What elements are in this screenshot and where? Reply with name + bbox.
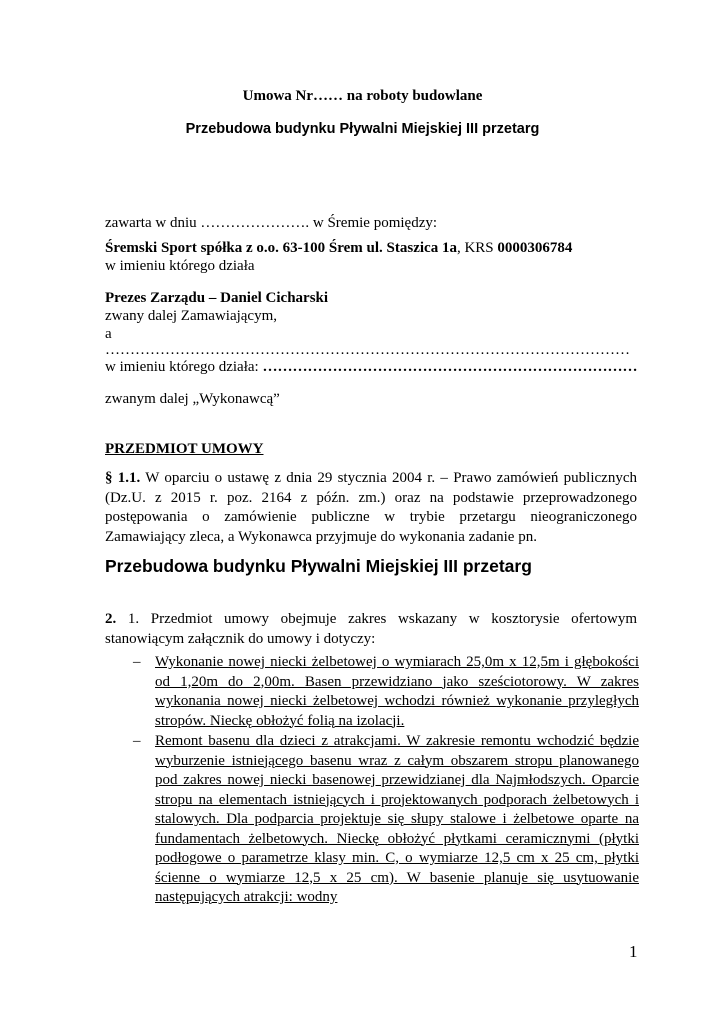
task-name: Przebudowa budynku Pływalni Miejskiej III przetarg <box>105 556 532 576</box>
company-line <box>105 239 572 257</box>
point-2-text: 1. Przedmiot umowy obejmuje zakres wskazany w kosztorysie ofertowym stanowiącym załącznik do umowy i dotyczy: <box>105 611 637 647</box>
paragraph-text: W oparciu o ustawę z dnia 29 stycznia 2004 r. – Prawo zamówień publicznych (Dz.U. z 2015 r. poz. 2164 z późn. zm.) oraz na podstawie przeprowadzonego postępowania o zamówienie publiczne w trybie przetargu nieograniczonego Zamawiający zleca, a Wykonawca przyjmuje do wykonania zadanie pn. <box>105 470 637 545</box>
point-2 <box>105 610 637 649</box>
acting-on-behalf-dots: ………………………………………………………………… <box>262 359 638 375</box>
contract-subtitle: Przebudowa budynku Pływalni Miejskiej III przetarg <box>185 121 540 137</box>
list-item: Remont basenu dla dzieci z atrakcjami. W zakresie remontu wchodzić będzie wyburzenie istniejącego basenu wraz z całym obszarem stropu planowanego pod zakres nowej niecki basenowej przewidzianej dla Najmłodszych. Oparcie stropu na elementach istniejących i projektowanych podporach żelbetowych i stalowych. Dla podparcia projektuje się słupy stalowe i żelbetowe oparte na fundamentach żelbetowych. Nieckę obłożyć płytkami ceramicznymi (płytki podłogowe o parametrze klasy min. C, o wymiarze 12,5 cm x 25 cm, płytki ścienne o wymiarze 12,5 x 25 cm). W basenie planuje się usytuowanie następujących atrakcji: wodny <box>155 733 639 905</box>
page-number: 1 <box>629 942 638 961</box>
section-heading: PRZEDMIOT UMOWY <box>105 441 264 457</box>
point-2-label: 2. <box>105 611 117 627</box>
company-name: Śremski Sport spółka z o.o. 63-100 Śrem ul. Staszica 1a <box>105 240 457 256</box>
list-marker: – <box>133 733 141 749</box>
list-item: Wykonanie nowej niecki żelbetowej o wymiarach 25,0m x 12,5m i głębokości od 1,20m do 2,00m. Basen przewidziano jako sześciotorowy. W zakres wykonania nowej niecki żelbetowej wchodzi również wykonanie przyległych stropów. Nieckę obłożyć folią na izolacji. <box>155 654 639 729</box>
acting-on-behalf-label: w imieniu którego działa: <box>105 359 263 375</box>
paragraph-label: § 1.1. <box>105 470 141 486</box>
krs-label: , KRS <box>456 240 498 256</box>
contract-title: Umowa Nr…… na roboty budowlane <box>242 88 483 104</box>
dotted-line: …………………………………………………………………………………………… <box>105 342 630 358</box>
concluded-line: zawarta w dniu …………………. w Śremie pomiędzy: <box>105 215 438 231</box>
acting-on-behalf: w imieniu którego działa <box>105 258 255 274</box>
called-contractor: zwanym dalej „Wykonawcą” <box>105 391 280 407</box>
and-word: a <box>105 326 112 342</box>
acting-on-behalf-contractor <box>105 358 637 376</box>
called-employer: zwany dalej Zamawiającym, <box>105 308 278 324</box>
krs-number: 0000306784 <box>497 240 573 256</box>
paragraph-1-1 <box>105 469 637 547</box>
list-marker: – <box>133 654 141 670</box>
president-line: Prezes Zarządu – Daniel Cicharski <box>105 290 329 306</box>
